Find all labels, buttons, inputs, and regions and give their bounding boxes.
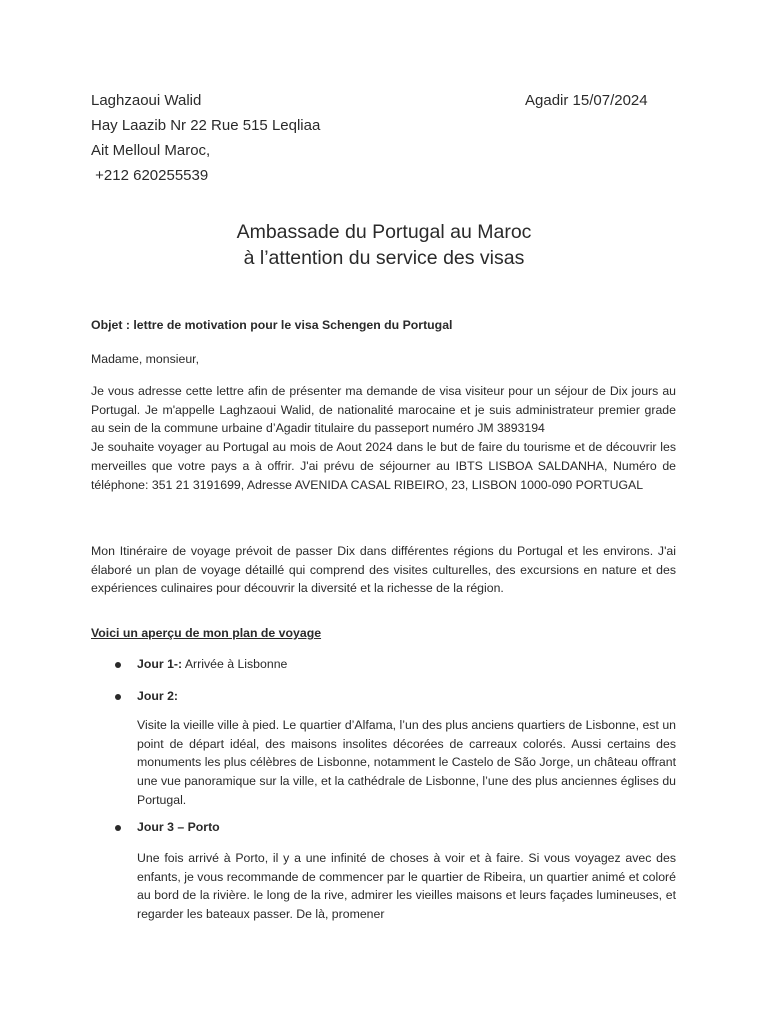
- paragraph-intro: [91, 382, 676, 494]
- day-1-item: [137, 657, 287, 671]
- sender-address-line1: Hay Laazib Nr 22 Rue 515 Leqliaa: [91, 117, 321, 134]
- day-2-label: Jour 2:: [137, 689, 178, 703]
- recipient-line1: Ambassade du Portugal au Maroc: [236, 221, 532, 243]
- bullet-icon: [115, 694, 121, 700]
- salutation: Madame, monsieur,: [91, 352, 199, 366]
- bullet-icon: [115, 825, 121, 831]
- recipient-line2: à l’attention du service des visas: [243, 247, 525, 269]
- day-3-text: Une fois arrivé à Porto, il y a une infinité de choses à voir et à faire. Si vous voyagez avec des enfants, je vous recommande de commencer par le quartier de Ribeira, un quartier animé et coloré au bord de la rivière. le long de la rive, admirer les vieilles maisons et leurs façades lumineuses, et regarder les bateaux passer. De là, promener: [137, 851, 676, 922]
- bullet-icon: [115, 662, 121, 668]
- paragraph-intro-part2: Je souhaite voyager au Portugal au mois de Aout 2024 dans le but de faire du tourisme et de découvrir les merveilles que votre pays a à offrir. J'ai prévu de séjourner au IBTS LISBOA SALDANHA, Numéro de téléphone: 351 21 3191699, Adresse AVENIDA CASAL RIBEIRO, 23, LISBON 1000-090 PORTUGAL: [91, 440, 676, 492]
- sender-name: Laghzaoui Walid: [91, 92, 202, 109]
- paragraph-intro-part1: Je vous adresse cette lettre afin de présenter ma demande de visa visiteur pour un séjour de Dix jours au Portugal. Je m'appelle Laghzaoui Walid, de nationalité marocaine et je suis administrateur premier grade au sein de la commune urbaine d’Agadir titulaire du passeport numéro JM 3893194: [91, 384, 676, 436]
- day-1-text: Arrivée à Lisbonne: [182, 657, 288, 671]
- recipient-block: [0, 219, 768, 271]
- sender-block: [91, 88, 320, 188]
- day-3-label: Jour 3 – Porto: [137, 820, 220, 834]
- plan-heading: Voici un aperçu de mon plan de voyage: [91, 626, 322, 640]
- day-3-item: [137, 820, 220, 834]
- subject-line: Objet : lettre de motivation pour le visa Schengen du Portugal: [91, 318, 453, 332]
- day-2-item: [137, 689, 178, 703]
- day-2-text: Visite la vieille ville à pied. Le quartier d’Alfama, l’un des plus anciens quartiers de Lisbonne, est un point de départ idéal, des maisons insolites décorées de carreaux colorés. Aussi certains des monuments les plus célèbres de Lisbonne, notamment le Castelo de São Jorge, un château offrant une vue panoramique sur la ville, et la cathédrale de Lisbonne, l’une des plus anciennes églises du Portugal.: [137, 718, 676, 807]
- day-1-label: Jour 1-:: [137, 657, 183, 671]
- sender-phone: +212 620255539: [91, 167, 209, 184]
- paragraph-itinerary: Mon Itinéraire de voyage prévoit de passer Dix dans différentes régions du Portugal et les environs. J'ai élaboré un plan de voyage détaillé qui comprend des visites culturelles, des excursions en nature et des expériences culinaires pour découvrir la diversité et la richesse de la région.: [91, 544, 676, 596]
- sender-address-line2: Ait Melloul Maroc,: [91, 142, 211, 159]
- place-date: Agadir 15/07/2024: [525, 92, 648, 109]
